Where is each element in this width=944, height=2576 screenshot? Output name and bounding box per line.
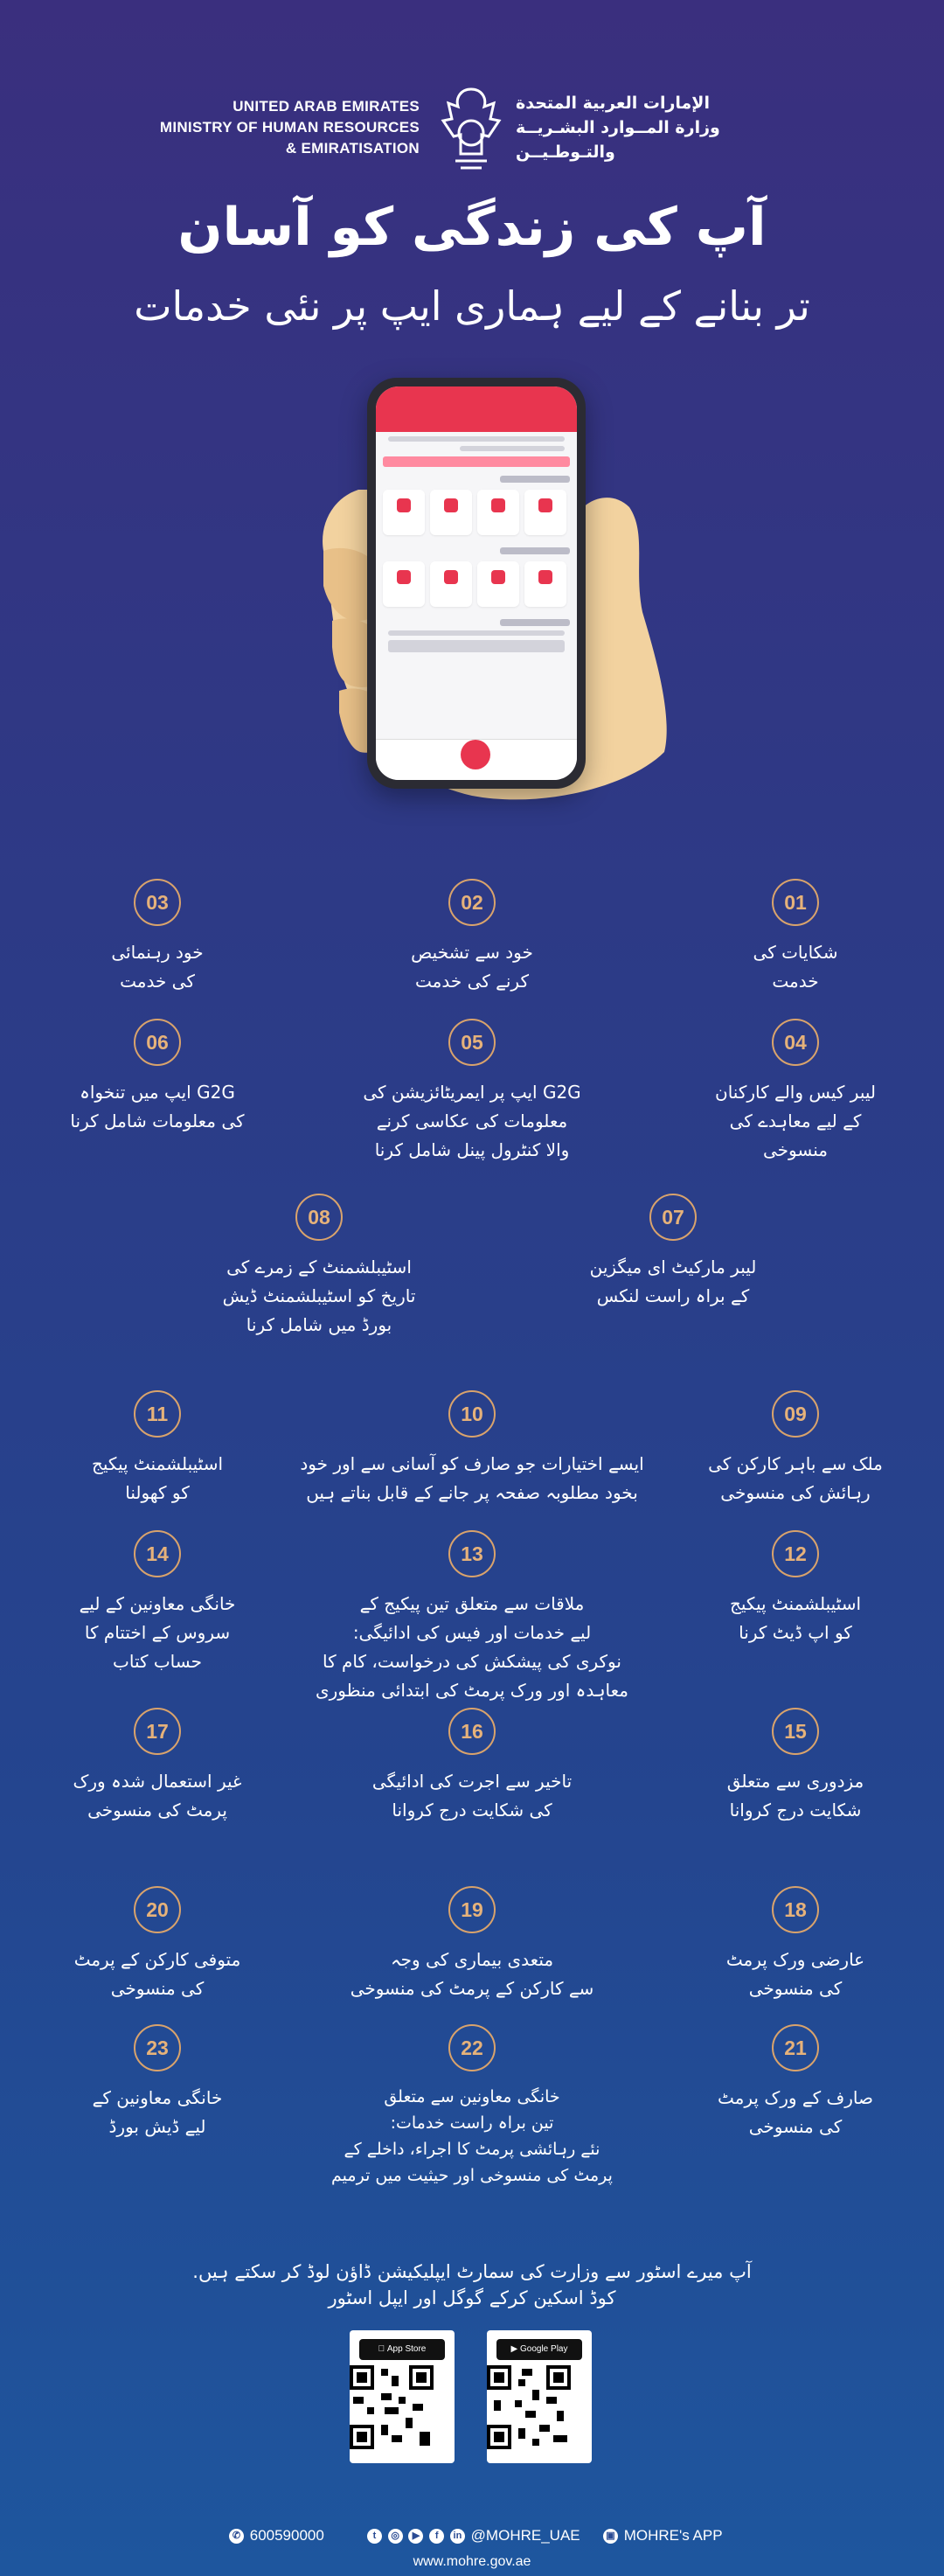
google-play-badge[interactable]: ▶ Google Play — [496, 2339, 582, 2360]
service-number: 01 — [772, 879, 819, 926]
service-label: ایسے اختیارات جو صارف کو آسانی سے اور خود بخود مطلوبہ صفحہ پر جانے کے قابل بناتے ہیں — [300, 1453, 644, 1503]
service-label: اسٹیبلشمنٹ کے زمرے کی تاریخ کو اسٹیبلشمنٹ ڈیش بورڈ میں شامل کرنا — [222, 1257, 416, 1335]
service-number: 13 — [448, 1530, 496, 1577]
service-label: خانگی معاونین سے متعلق تین براہ راست خدمات: نئے رہائشی پرمٹ کا اجراء، داخلے کے پرمٹ کی منسوخی اور حیثیت میں ترمیم — [331, 2087, 613, 2185]
twitter-icon[interactable]: t — [367, 2529, 382, 2544]
service-number: 05 — [448, 1019, 496, 1066]
service-item — [664, 879, 927, 996]
service-item — [341, 879, 603, 996]
service-item — [323, 1886, 621, 2003]
qr-code-icon — [350, 2365, 434, 2449]
linkedin-icon[interactable]: in — [450, 2529, 465, 2544]
service-number: 07 — [649, 1194, 697, 1241]
service-label: لیبر کیس والے کارکنان کے لیے معاہدے کی منسوخی — [715, 1082, 876, 1160]
service-number: 17 — [134, 1708, 181, 1755]
ministry-name-arabic: الإمارات العربية المتحدة وزارة المــوارد البشـريــة والتـوطـيــن — [516, 94, 720, 162]
service-item — [188, 1194, 450, 1340]
service-number: 18 — [772, 1886, 819, 1933]
phone-icon: ✆ — [229, 2529, 244, 2544]
service-number: 16 — [448, 1708, 496, 1755]
social-links[interactable]: t ◎ ▶ f in @MOHRE_UAE — [367, 2525, 580, 2546]
service-label: عارضی ورک پرمٹ کی منسوخی — [725, 1949, 865, 1999]
phone-contact[interactable]: ✆ 600590000 — [229, 2525, 324, 2546]
service-number: 04 — [772, 1019, 819, 1066]
service-label: متوفی کارکن کے پرمٹ کی منسوخی — [73, 1949, 241, 1999]
service-label: اسٹیبلشمنٹ پیکیج کو اپ ڈیٹ کرنا — [729, 1593, 862, 1643]
service-label: شکایات کی خدمت — [753, 942, 838, 992]
play-icon: ▶ — [510, 2344, 518, 2354]
instagram-icon[interactable]: ◎ — [388, 2529, 403, 2544]
website-link[interactable]: www.mohre.gov.ae — [413, 2554, 531, 2569]
service-label: خود رہنمائی کی خدمت — [111, 942, 204, 992]
service-number: 20 — [134, 1886, 181, 1933]
service-number: 15 — [772, 1708, 819, 1755]
service-item — [26, 1019, 288, 1136]
service-number: 06 — [134, 1019, 181, 1066]
service-label: خانگی معاونین کے لیے سروس کے اختتام کا حساب کتاب — [79, 1593, 236, 1672]
service-item — [315, 2024, 629, 2189]
service-label: خانگی معاونین کے لیے ڈیش بورڈ — [92, 2087, 223, 2137]
smartphone — [367, 378, 586, 789]
service-number: 08 — [295, 1194, 343, 1241]
service-number: 11 — [134, 1390, 181, 1438]
service-item — [664, 1019, 927, 1165]
service-label: G2G ایپ میں تنخواہ کی معلومات شامل کرنا — [70, 1082, 245, 1131]
service-item — [26, 1886, 288, 2003]
service-item — [280, 1390, 664, 1507]
facebook-icon[interactable]: f — [429, 2529, 444, 2544]
service-number: 22 — [448, 2024, 496, 2071]
service-label: لیبر مارکیٹ ای میگزین کے براہ راست لنکس — [589, 1257, 757, 1306]
service-item — [26, 2024, 288, 2141]
service-label: اسٹیبلشمنٹ پیکیج کو کھولنا — [91, 1453, 224, 1503]
service-label: خود سے تشخیص کرنے کی خدمت — [411, 942, 533, 992]
service-number: 03 — [134, 879, 181, 926]
service-number: 21 — [772, 2024, 819, 2071]
service-number: 10 — [448, 1390, 496, 1438]
service-number: 19 — [448, 1886, 496, 1933]
app-store-badge[interactable]: App Store — [359, 2339, 445, 2360]
service-item — [664, 1886, 927, 2003]
service-label: غیر استعمال شدہ ورک پرمٹ کی منسوخی — [73, 1771, 242, 1821]
uae-falcon-emblem-icon — [434, 84, 508, 171]
page-subtitle: تر بنانے کے لیے ہماری ایپ پر نئی خدمات — [134, 282, 810, 330]
service-number: 02 — [448, 879, 496, 926]
service-number: 12 — [772, 1530, 819, 1577]
service-item — [26, 879, 288, 996]
apple-icon — [378, 2344, 385, 2354]
google-play-qr[interactable] — [487, 2330, 592, 2463]
download-instructions: آپ میرے اسٹور سے وزارت کی سمارٹ ایپلیکیشن ڈاؤن لوڈ کر سکتے ہیں. کوڈ اسکین کرکے گوگل اور ایپل اسٹور — [192, 2261, 752, 2308]
ministry-name-english: UNITED ARAB EMIRATES MINISTRY OF HUMAN RESOURCES & EMIRATISATION — [159, 98, 420, 157]
service-item — [323, 1019, 621, 1165]
service-label: G2G ایپ پر ایمریٹائزیشن کی معلومات کی عکاسی کرنے والا کنٹرول پینل شامل کرنا — [363, 1082, 581, 1160]
ministry-header — [0, 79, 944, 175]
service-label: ملاقات سے متعلق تین پیکیج کے لیے خدمات اور فیس کی ادائیگی: نوکری کی پیشکش کی درخواست، کام کا معاہدہ اور ورک پرمٹ کی ابتدائی منظوری — [315, 1593, 629, 1701]
app-store-qr[interactable] — [350, 2330, 455, 2463]
service-item — [664, 1390, 927, 1507]
page-title: آپ کی زندگی کو آسان — [177, 197, 767, 258]
service-number: 09 — [772, 1390, 819, 1438]
service-label: ملک سے باہر کارکن کی رہائش کی منسوخی — [708, 1453, 883, 1503]
service-label: تاخیر سے اجرت کی ادائیگی کی شکایت درج کروانا — [371, 1771, 573, 1821]
service-item — [306, 1530, 638, 1705]
service-number: 14 — [134, 1530, 181, 1577]
service-label: متعدی بیماری کی وجہ سے کارکن کے پرمٹ کی منسوخی — [350, 1949, 594, 1999]
service-number: 23 — [134, 2024, 181, 2071]
phone-in-hand-illustration — [297, 367, 682, 822]
service-label: صارف کے ورک پرمٹ کی منسوخی — [718, 2087, 873, 2137]
service-item — [664, 1708, 927, 1825]
service-item — [664, 2024, 927, 2141]
app-screen — [376, 386, 577, 780]
service-item — [26, 1530, 288, 1676]
app-contact[interactable]: ▣ MOHRE's APP — [603, 2525, 723, 2546]
mobile-app-icon: ▣ — [603, 2529, 618, 2544]
service-item — [26, 1708, 288, 1825]
service-item — [664, 1530, 927, 1647]
qr-code-icon — [487, 2365, 571, 2449]
youtube-icon[interactable]: ▶ — [408, 2529, 423, 2544]
service-label: مزدوری سے متعلق شکایت درج کروانا — [726, 1771, 864, 1821]
service-item — [542, 1194, 804, 1311]
service-item — [341, 1708, 603, 1825]
service-item — [26, 1390, 288, 1507]
